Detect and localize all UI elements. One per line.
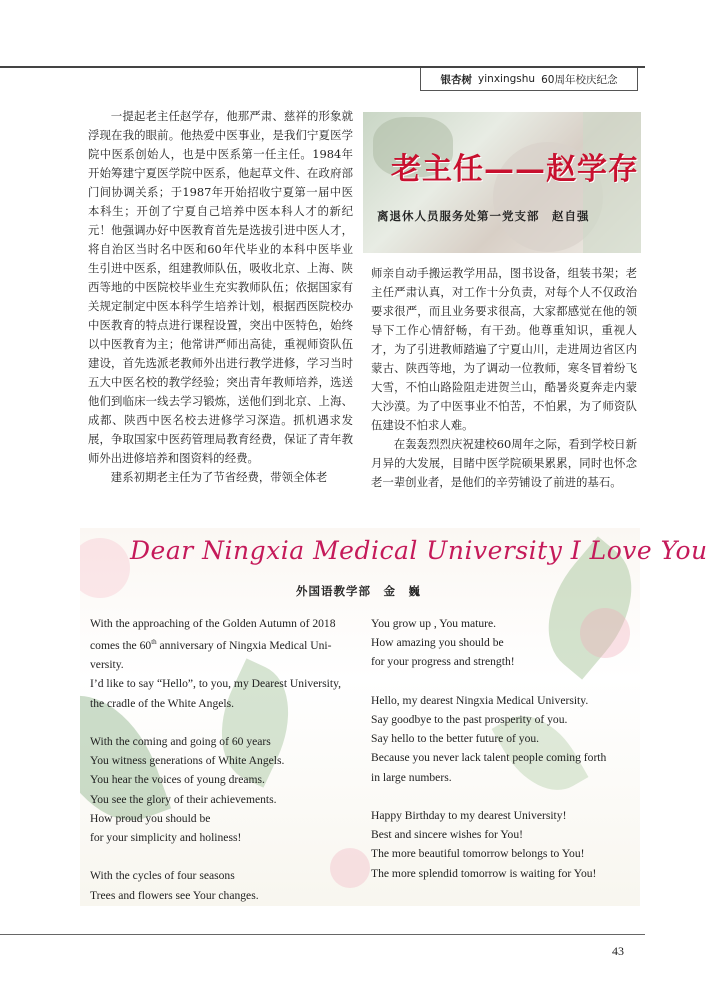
poem-line: for your progress and strength! bbox=[371, 655, 515, 669]
poem-line: You witness generations of White Angels. bbox=[90, 754, 285, 768]
poem-line: the cradle of the White Angels. bbox=[90, 696, 235, 710]
running-header bbox=[420, 68, 638, 91]
poem-line: Best and sincere wishes for You! bbox=[371, 828, 523, 842]
poem-line: How amazing you should be bbox=[371, 636, 504, 650]
paragraph: 建系初期老主任为了节省经费，带领全体老 bbox=[110, 470, 328, 484]
paragraph: 在轰轰烈烈庆祝建校60周年之际，看到学校日新月异的大发展，目睹中医学院硕果累累，同时也怀念老一辈创业者，是他们的辛劳铺设了前进的基石。 bbox=[371, 437, 637, 489]
poem-line: You grow up , You mature. bbox=[371, 617, 497, 630]
poem-line bbox=[90, 713, 358, 732]
poem-line bbox=[90, 847, 358, 866]
poem-line: With the cycles of four seasons bbox=[90, 869, 235, 883]
article1-title: 老主任——赵学存 bbox=[391, 152, 639, 187]
article2-right-column bbox=[371, 614, 637, 883]
article2-author: 外国语教学部 金 巍 bbox=[296, 584, 421, 598]
poem-line bbox=[371, 672, 637, 691]
poem-line: I’d like to say “Hello”, to you, my Dearest University, bbox=[90, 677, 342, 691]
poem-line: Trees and flowers see Your changes. bbox=[90, 888, 259, 902]
poem-line: The more splendid tomorrow is waiting for You! bbox=[371, 866, 597, 880]
poem-line: Hello, my dearest Ningxia Medical University. bbox=[371, 693, 589, 707]
poem-line: versity. bbox=[90, 658, 124, 672]
poem-line: With the approaching of the Golden Autumn of 2018 bbox=[90, 617, 336, 630]
poem-line: With the coming and going of 60 years bbox=[90, 735, 271, 749]
poem-line: Happy Birthday to my dearest University! bbox=[371, 809, 567, 822]
article2-left-column bbox=[90, 614, 358, 905]
page-number: 43 bbox=[612, 944, 624, 958]
header-pinyin: yinxingshu bbox=[478, 73, 536, 85]
poem-line: comes the 60th anniversary of Ningxia Medical Uni- bbox=[90, 638, 332, 653]
poem-line: You hear the voices of young dreams. bbox=[90, 773, 265, 787]
poem-line: Say goodbye to the past prosperity of you. bbox=[371, 713, 568, 726]
poem-line: How proud you should be bbox=[90, 811, 211, 825]
poem-line: The more beautiful tomorrow belongs to You! bbox=[371, 847, 585, 861]
article2-title: Dear Ningxia Medical University I Love You bbox=[130, 536, 708, 565]
article1-banner bbox=[363, 112, 641, 253]
paragraph: 师亲自动手搬运教学用品，图书设备，组装书架；老主任严肃认真，对工作十分负责，对每个人不仅政治要求很严，而且业务要求很高，大家都感觉在他的领导下工作心情舒畅，有干劲。他尊重知识，重视人才，为了引进教师踏遍了宁夏山川，走进周边省区内蒙古、陕西等地，为了调动一位教师，寒冬冒着纷飞大雪，不怕山路险阻走进贺兰山，酷暑炎夏奔走内蒙大沙漠。为了中医事业不怕苦，不怕累，为了师资队伍建设不怕求人难。 bbox=[371, 266, 637, 432]
article1-right-column bbox=[371, 264, 637, 492]
poem-line: for your simplicity and holiness! bbox=[90, 831, 242, 845]
footer-rule bbox=[0, 934, 645, 935]
paragraph: 一提起老主任赵学存，他那严肃、慈祥的形象就浮现在我的眼前。他热爱中医事业，是我们宁夏医学院中医系创始人，也是中医系第一任主任。1984年开始筹建宁夏医学院中医系，他起草文件、在政府部门间协调关系；于1987年开始招收宁夏第一届中医本科生；开创了宁夏自己培养中医本科人才的新纪元！他强调办好中医教育首先是选拔引进中医人才，将自治区当时名中医和60年代毕业的本科中医毕业生引进中医系，组建教师队伍，吸收北京、上海、陕西等地的中医院校毕业生充实教师队伍；依据国家有关规定制定中医本科学生培养计划，根据西医院校办中医教育的特点进行课程设置，突出中医特色，始终以中医教育为主；他常讲严师出高徒，重视师资队伍建设，首先选派老教师外出进行教学进修，学习当时五大中医名校的教学经验；突出青年教师培养，选送他们到临床一线去学习锻炼，送他们到北京、上海、成都、陕西中医名校去进修学习深造。抓机遇求发展，争取国家中医药管理局教育经费，保证了青年教师外出进修培养和图资料的经费。 bbox=[88, 109, 353, 465]
article1-left-column bbox=[88, 107, 353, 487]
poem-line: Because you never lack talent people coming forth bbox=[371, 751, 607, 765]
poem-line: Say hello to the better future of you. bbox=[371, 732, 540, 746]
poem-line: You see the glory of their achievements. bbox=[90, 792, 277, 806]
poem-line: in large numbers. bbox=[371, 770, 452, 784]
article1-author: 离退休人员服务处第一党支部 赵自强 bbox=[377, 209, 590, 223]
poem-line bbox=[371, 787, 637, 806]
header-brand: 银杏树 bbox=[440, 73, 473, 86]
header-anniversary: 60周年校庆纪念 bbox=[541, 73, 618, 86]
